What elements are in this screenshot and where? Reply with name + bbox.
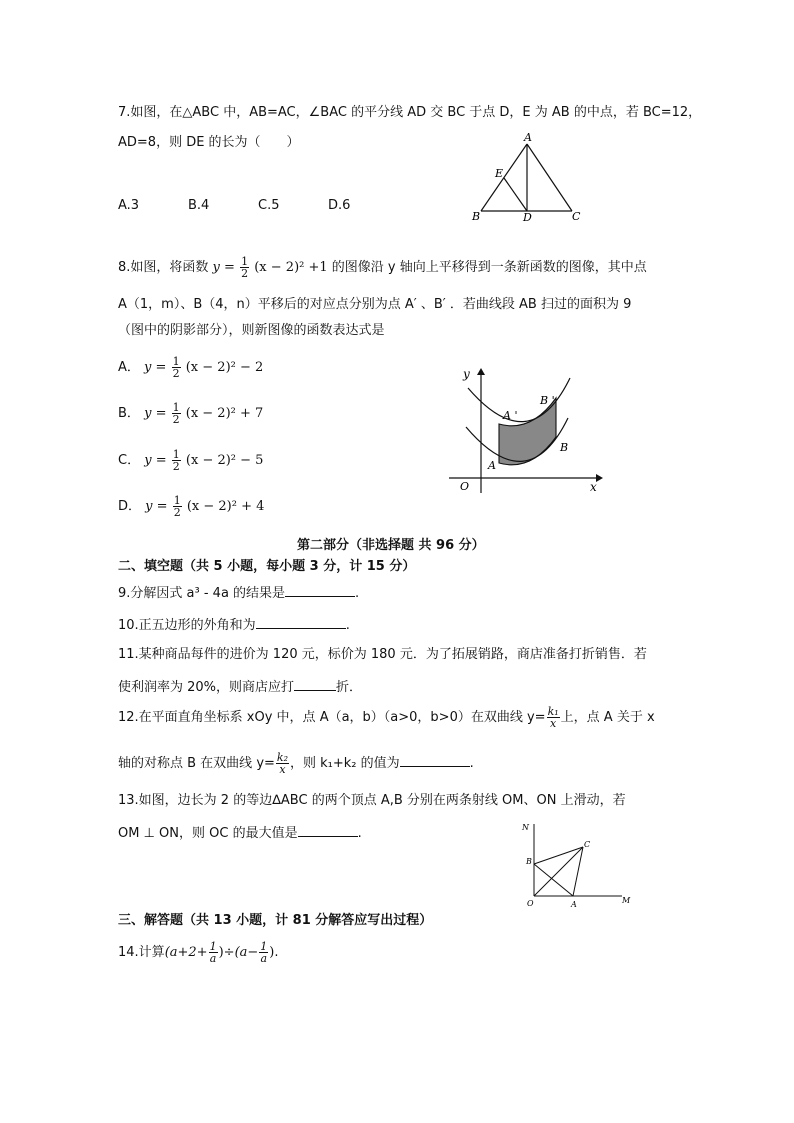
q7-label-d: D xyxy=(523,211,532,224)
q9-end: . xyxy=(355,586,360,601)
q13-line1: 13.如图，边长为 2 的等边∆ABC 的两个顶点 A,B 分别在两条射线 OM、ON 上滑动，若 xyxy=(118,793,626,808)
q14-frac2-den: a xyxy=(260,952,268,965)
q8-option-c-tail: (x − 2)² − 5 xyxy=(185,453,264,468)
q14-frac1-den: a xyxy=(209,952,217,965)
q14-paren1-post: ) xyxy=(218,945,224,960)
q8-label-b: B xyxy=(560,441,569,454)
q8-option-a-eq: = xyxy=(155,360,167,375)
q13-label-c: C xyxy=(584,840,591,849)
q8-label-y: y xyxy=(463,367,470,381)
q7-stem-line1: 7.如图，在△ABC 中，AB=AC，∠BAC 的平分线 AD 交 BC 于点 D，E 为 AB 的中点，若 BC=12， xyxy=(118,105,702,120)
q14-divide: ÷ xyxy=(223,945,235,960)
q7-option-b: B.4 xyxy=(188,198,210,213)
q8-option-d-label: D． xyxy=(118,499,142,514)
q12-text4: ，则 k₁+k₂ 的值为 xyxy=(289,756,400,771)
q8-option-b-tail: (x − 2)² + 7 xyxy=(185,406,264,421)
q7-option-d: D.6 xyxy=(328,198,351,213)
q12-text1: 12.在平面直角坐标系 xOy 中，点 A（a，b）（a>0，b>0）在双曲线 y= xyxy=(118,710,546,725)
q8-label-a-prime: A ' xyxy=(503,409,518,422)
q12-end: . xyxy=(469,756,474,771)
q13-text: OM ⊥ ON，则 OC 的最大值是 xyxy=(118,826,298,841)
q8-option-d-eq: = xyxy=(156,499,168,514)
q8-label-a: A xyxy=(488,459,496,472)
q8-option-d-den: 2 xyxy=(173,506,181,519)
q14-paren2-post: ) xyxy=(269,945,275,960)
q13-label-b: B xyxy=(526,857,532,866)
q14 xyxy=(118,941,279,965)
q12-frac2-num: k₂ xyxy=(276,751,288,764)
section2-title: 二、填空题（共 5 小题，每小题 3 分，计 15 分） xyxy=(118,559,416,574)
q7-stem-line2: AD=8，则 DE 的长为（ ） xyxy=(118,135,300,150)
q7-option-c: C.5 xyxy=(258,198,280,213)
q9-text: 9.分解因式 a³ - 4a 的结果是 xyxy=(118,586,286,601)
q14-fraction2 xyxy=(259,941,268,964)
q8-option-c-y: y xyxy=(144,453,152,468)
q8-option-b-y: y xyxy=(144,406,152,421)
q12-frac2-den: x xyxy=(279,763,286,776)
q8-option-b-num: 1 xyxy=(172,401,180,414)
q12-frac1-den: x xyxy=(550,717,557,730)
q14-fraction1 xyxy=(209,941,218,964)
q12-text3: 轴的对称点 B 在双曲线 y= xyxy=(118,756,275,771)
q8-option-a-den: 2 xyxy=(172,367,180,380)
q8-option-c-num: 1 xyxy=(172,448,180,461)
q14-frac2-num: 1 xyxy=(260,940,268,953)
q10-end: . xyxy=(345,618,350,633)
q8-option-c-den: 2 xyxy=(172,460,180,473)
q8-stem-line3: （图中的阴影部分），则新图像的函数表达式是 xyxy=(118,323,385,338)
q14-text: 14.计算 xyxy=(118,945,165,960)
q14-end: . xyxy=(274,945,279,960)
q13-label-n: N xyxy=(522,823,529,832)
q8-func-y: y xyxy=(212,260,220,275)
q8-label-b-prime: B ' xyxy=(540,394,555,407)
q8-func-tail: (x − 2)² +1 xyxy=(254,260,328,275)
q8-stem-pre: 8.如图，将函数 xyxy=(118,260,209,275)
q8-label-o: O xyxy=(460,480,470,493)
q8-option-c-label: C． xyxy=(118,453,141,468)
q11-end: 折． xyxy=(336,680,363,695)
q14-frac1-num: 1 xyxy=(209,940,217,953)
q13-label-o: O xyxy=(527,899,534,908)
q13-label-m: M xyxy=(622,896,631,905)
q8-option-a-label: A． xyxy=(118,360,140,375)
q8-stem-post: 的图像沿 y 轴向上平移得到一条新函数的图像，其中点 xyxy=(331,260,647,275)
q8-stem-line2: A（1，m）、B（4，n）平移后的对应点分别为点 A′ 、B′ ．若曲线段 AB 扫过的面积为 9 xyxy=(118,297,632,312)
q11-line1: 11.某种商品每件的进价为 120 元，标价为 180 元．为了拓展销路，商店准备打折销售．若 xyxy=(118,647,647,662)
q8-func-eq: = xyxy=(224,260,235,275)
q8-frac-den: 2 xyxy=(241,267,249,280)
q8-label-x: x xyxy=(590,480,597,494)
q8-frac-num: 1 xyxy=(241,255,249,268)
q8-option-d-tail: (x − 2)² + 4 xyxy=(186,499,265,514)
section3-title: 三、解答题（共 13 小题，计 81 分解答应写出过程） xyxy=(118,913,433,928)
q8-option-a-y: y xyxy=(144,360,152,375)
q13-label-a: A xyxy=(571,900,577,909)
q8-option-b-label: B． xyxy=(118,406,140,421)
q13-end: . xyxy=(357,826,362,841)
q8-option-c-eq: = xyxy=(155,453,167,468)
q8-option-b-eq: = xyxy=(155,406,167,421)
q7-label-e: E xyxy=(495,167,504,180)
q12-frac1-num: k₁ xyxy=(547,705,559,718)
q8-option-a-num: 1 xyxy=(172,355,180,368)
q12-text2: 上，点 A 关于 x xyxy=(560,710,655,725)
q7-label-b: B xyxy=(472,210,481,223)
q7-label-a: A xyxy=(524,131,532,144)
q8-option-b-den: 2 xyxy=(172,413,180,426)
q7-label-c: C xyxy=(572,210,581,223)
q7-option-a: A.3 xyxy=(118,198,140,213)
q10-text: 10.正五边形的外角和为 xyxy=(118,618,256,633)
q8-option-d-num: 1 xyxy=(173,494,181,507)
q8-option-a-tail: (x − 2)² − 2 xyxy=(185,360,264,375)
q8-option-d-y: y xyxy=(145,499,153,514)
part2-title: 第二部分（非选择题 共 96 分） xyxy=(297,538,485,553)
q11-text: 使利润率为 20%，则商店应打 xyxy=(118,680,295,695)
q14-paren2-pre: (a− xyxy=(234,945,259,960)
q14-paren1-pre: (a+2+ xyxy=(164,945,208,960)
